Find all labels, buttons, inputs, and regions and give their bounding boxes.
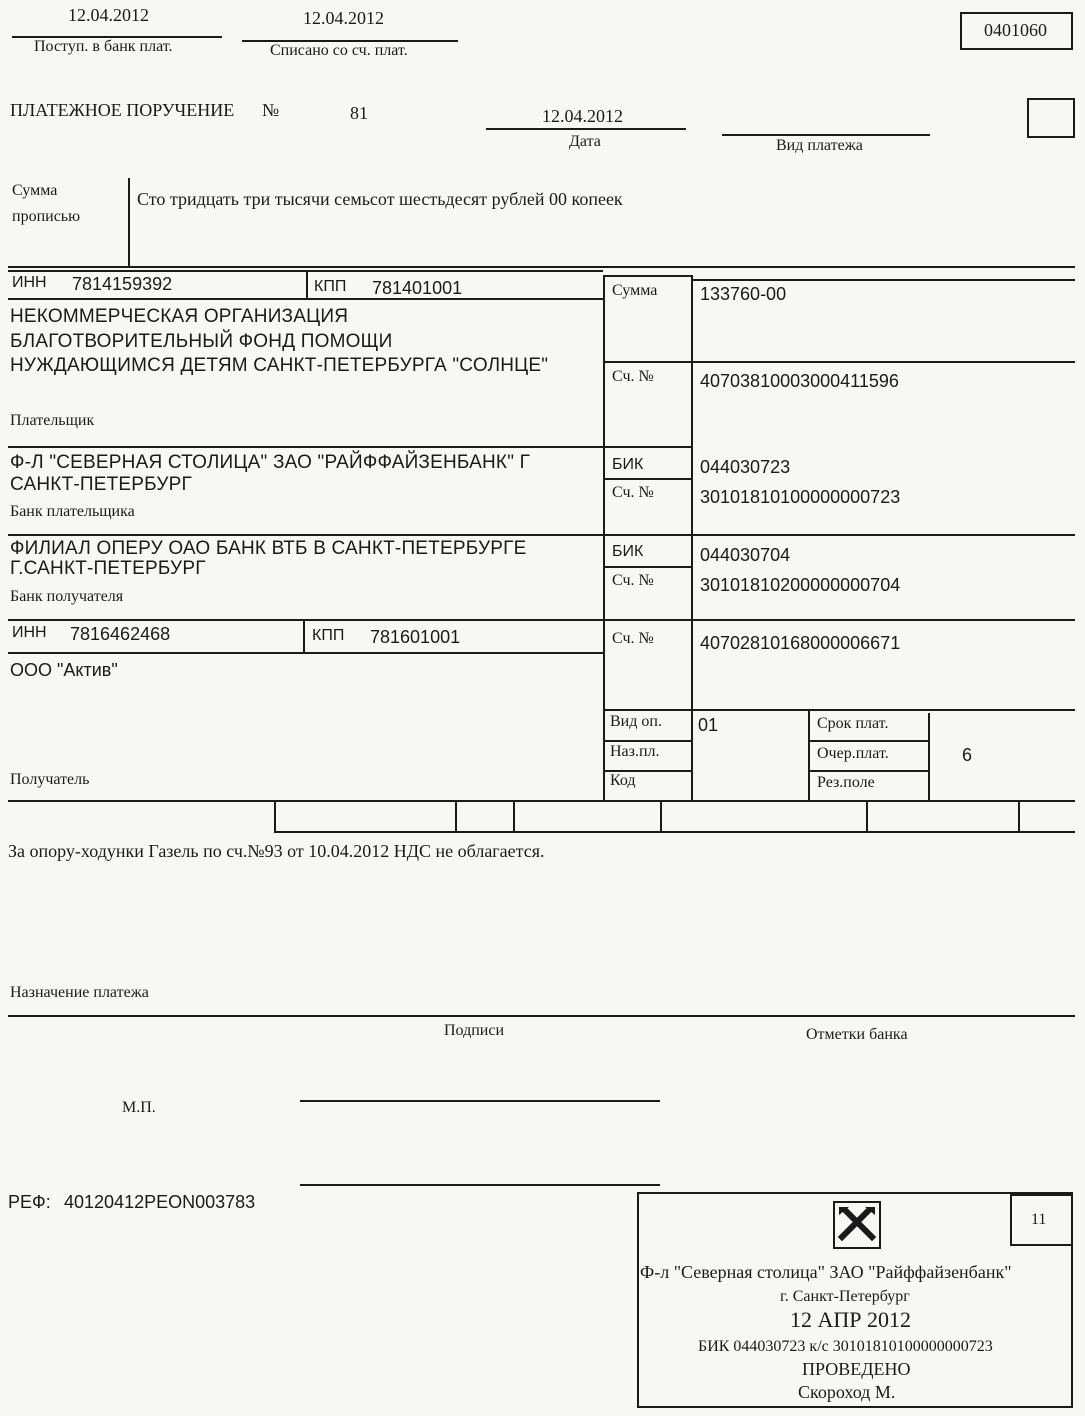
payee-inn: 7816462468	[70, 624, 171, 644]
divider	[660, 800, 662, 833]
payee-bank-name-line2: Г.САНКТ-ПЕТЕРБУРГ	[10, 558, 206, 579]
reserve-label: Рез.поле	[817, 774, 875, 791]
order-title: ПЛАТЕЖНОЕ ПОРУЧЕНИЕ	[10, 100, 235, 120]
received-label: Поступ. в банк плат.	[34, 38, 173, 55]
raiffeisen-logo-icon	[833, 1201, 881, 1249]
purpose-code-label: Наз.пл.	[610, 743, 660, 760]
divider	[8, 266, 1075, 268]
stamp-city: г. Санкт-Петербург	[780, 1288, 910, 1305]
divider	[808, 709, 810, 802]
payer-kpp: 781401001	[372, 278, 463, 298]
divider	[1018, 800, 1020, 833]
divider	[306, 270, 308, 300]
payer-account-label: Сч. №	[612, 368, 654, 385]
divider	[603, 566, 692, 568]
payer-bik: 044030723	[700, 457, 791, 477]
payee-account: 40702810168000006671	[700, 633, 901, 653]
ref-label: РЕФ:	[8, 1192, 51, 1212]
op-type-label: Вид оп.	[610, 713, 662, 730]
order-date: 12.04.2012	[542, 106, 623, 126]
divider	[691, 275, 693, 802]
payer-bank-account: 30101810100000000723	[700, 487, 901, 507]
stamp-status: ПРОВЕДЕНО	[802, 1359, 911, 1379]
payer-name-line2: БЛАГОТВОРИТЕЛЬНЫЙ ФОНД ПОМОЩИ	[10, 331, 393, 352]
ref-value: 40120412PEON003783	[64, 1192, 256, 1212]
stamp-bik-line: БИК 044030723 к/с 30101810100000000723	[698, 1338, 993, 1355]
payment-type-label: Вид платежа	[776, 137, 863, 154]
payee-label: Получатель	[10, 771, 90, 788]
payee-inn-label: ИНН	[12, 624, 47, 641]
signature-line-1	[300, 1100, 660, 1102]
stamp-operator: Скороход М.	[798, 1382, 896, 1402]
signatures-label: Подписи	[444, 1022, 505, 1039]
divider	[8, 534, 1075, 536]
order-number: 81	[350, 103, 368, 123]
payer-kpp-label: КПП	[314, 278, 347, 295]
divider	[455, 800, 457, 833]
divider	[8, 446, 693, 448]
payee-bank-label: Банк получателя	[10, 588, 124, 605]
debited-date: 12.04.2012	[303, 8, 384, 28]
divider	[866, 800, 868, 833]
amount-value: 133760-00	[700, 284, 787, 304]
payee-bank-account: 30101810200000000704	[700, 575, 901, 595]
payer-inn: 7814159392	[72, 274, 173, 294]
divider	[8, 800, 1075, 802]
amount-words-label: прописью	[12, 208, 81, 225]
divider	[603, 275, 692, 277]
divider	[603, 361, 1075, 363]
payer-bank-name-line1: Ф-Л "СЕВЕРНАЯ СТОЛИЦА" ЗАО "РАЙФФАЙЗЕНБАНК" Г	[10, 452, 531, 473]
term-label: Срок плат.	[817, 715, 889, 732]
purpose-label: Назначение платежа	[10, 984, 149, 1001]
divider	[274, 831, 1075, 833]
divider	[8, 619, 1075, 621]
divider	[692, 279, 1075, 281]
divider	[8, 1015, 1075, 1017]
payer-label: Плательщик	[10, 412, 95, 429]
payee-name: ООО "Актив"	[10, 660, 118, 680]
divider	[603, 709, 1075, 711]
payer-bik-label: БИК	[612, 456, 644, 473]
payee-kpp-label: КПП	[312, 627, 345, 644]
purpose-text: За опору-ходунки Газель по сч.№93 от 10.04.2012 НДС не облагается.	[8, 841, 545, 861]
payer-bank-label: Банк плательщика	[10, 503, 135, 520]
payee-kpp: 781601001	[370, 627, 461, 647]
divider	[128, 178, 130, 266]
divider	[8, 652, 603, 654]
op-type: 01	[698, 715, 719, 735]
divider	[808, 770, 928, 772]
received-date: 12.04.2012	[68, 5, 149, 25]
stamp-place: М.П.	[122, 1099, 156, 1116]
payer-bank-name-line2: САНКТ-ПЕТЕРБУРГ	[10, 474, 193, 495]
divider	[603, 478, 692, 480]
divider	[808, 740, 928, 742]
payee-bik-label: БИК	[612, 543, 644, 560]
payer-name-line3: НУЖДАЮЩИМСЯ ДЕТЯМ САНКТ-ПЕТЕРБУРГА "СОЛНЦЕ"	[10, 355, 549, 376]
amount-label: Сумма	[612, 282, 658, 299]
payment-type-box	[1027, 98, 1075, 138]
debited-label: Списано со сч. плат.	[270, 42, 408, 59]
amount-words-text: Сто тридцать три тысячи семьсот шестьдесят рублей 00 копеек	[137, 189, 623, 209]
payer-account: 40703810003000411596	[700, 371, 899, 391]
priority-label: Очер.плат.	[817, 745, 889, 762]
date-label: Дата	[569, 133, 601, 150]
stamp-number: 11	[1031, 1211, 1047, 1228]
priority: 6	[962, 745, 973, 765]
form-code: 0401060	[984, 20, 1047, 40]
divider	[928, 713, 930, 802]
code-label: Код	[610, 772, 636, 789]
stamp-bank-name: Ф-л "Северная столица" ЗАО "Райффайзенбанк"	[640, 1262, 1012, 1282]
divider	[603, 275, 605, 802]
divider	[603, 740, 692, 742]
payee-bank-name-line1: ФИЛИАЛ ОПЕРУ ОАО БАНК ВТБ В САНКТ-ПЕТЕРБУРГЕ	[10, 538, 527, 559]
payer-inn-label: ИНН	[12, 274, 47, 291]
signature-line-2	[300, 1184, 660, 1186]
stamp-date: 12 АПР 2012	[790, 1307, 912, 1332]
payer-name-line1: НЕКОММЕРЧЕСКАЯ ОРГАНИЗАЦИЯ	[10, 306, 349, 327]
payee-account-label: Сч. №	[612, 630, 654, 647]
divider	[486, 128, 686, 130]
amount-words-label: Сумма	[12, 182, 58, 199]
divider	[722, 134, 930, 136]
divider	[303, 620, 305, 654]
payee-bik: 044030704	[700, 545, 791, 565]
bank-marks-label: Отметки банка	[806, 1026, 908, 1043]
divider	[513, 800, 515, 833]
number-sign: №	[262, 100, 280, 120]
payee-bank-account-label: Сч. №	[612, 572, 654, 589]
divider	[274, 800, 276, 833]
payer-bank-account-label: Сч. №	[612, 484, 654, 501]
